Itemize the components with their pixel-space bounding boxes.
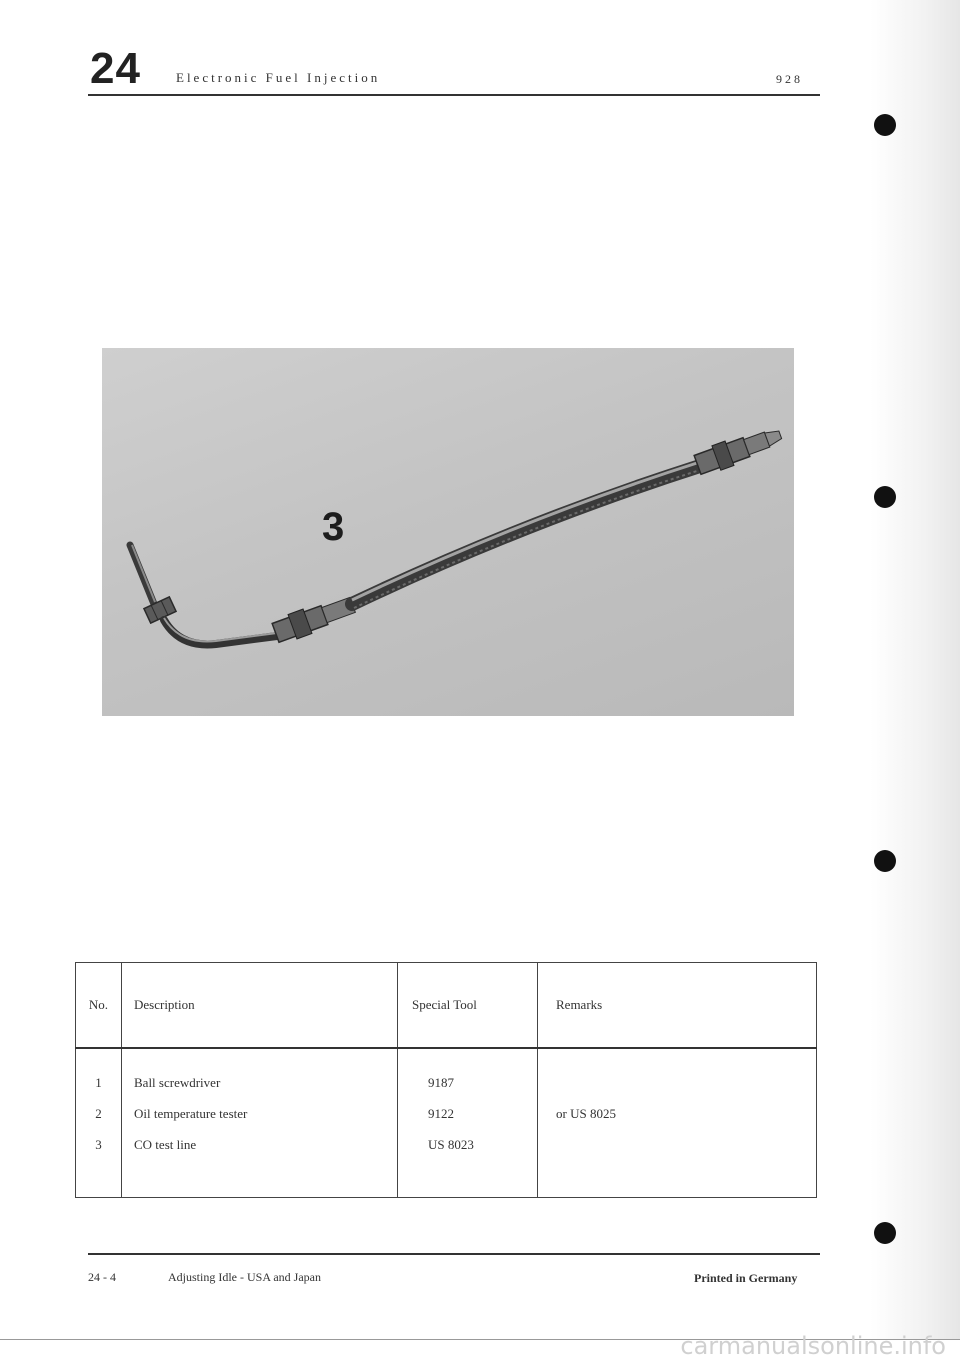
lock-nut xyxy=(144,597,176,623)
probe-tip xyxy=(130,545,154,604)
binder-hole xyxy=(874,1222,896,1244)
special-tools-table xyxy=(75,962,817,1198)
section-title: Electronic Fuel Injection xyxy=(176,70,381,85)
fitting-left xyxy=(271,593,357,645)
model-number: 928 xyxy=(776,72,803,86)
page-edge-shadow xyxy=(870,0,960,1364)
row-1-remarks xyxy=(538,1067,816,1098)
row-1-no: 1 xyxy=(95,1075,102,1090)
column-special-tool xyxy=(398,1048,538,1198)
row-3-no: 3 xyxy=(95,1137,102,1152)
printed-in-note: Printed in Germany xyxy=(694,1271,798,1285)
table-header-row xyxy=(76,963,817,1049)
binder-hole xyxy=(874,114,896,136)
header-remarks: Remarks xyxy=(538,963,817,1049)
row-2-remarks: or US 8025 xyxy=(556,1106,616,1121)
row-3-special-tool: US 8023 xyxy=(428,1137,474,1152)
fitting-right xyxy=(693,423,785,478)
watermark: carmanualsonline.info xyxy=(680,1332,946,1360)
page-number: 24 - 4 xyxy=(88,1270,116,1284)
header-description: Description xyxy=(122,963,398,1049)
row-1-special-tool: 9187 xyxy=(428,1075,454,1090)
footer-rule xyxy=(88,1253,820,1255)
column-description xyxy=(122,1048,398,1198)
table-body xyxy=(76,1048,817,1198)
footer-section-title: Adjusting Idle - USA and Japan xyxy=(168,1270,321,1284)
binder-hole xyxy=(874,850,896,872)
header-rule xyxy=(88,94,820,96)
binder-hole xyxy=(874,486,896,508)
row-3-description: CO test line xyxy=(134,1137,197,1152)
header-no: No. xyxy=(76,963,122,1049)
section-number: 24 xyxy=(90,44,141,93)
co-test-line-photo xyxy=(102,348,794,716)
row-3-remarks xyxy=(538,1129,816,1160)
row-2-no: 2 xyxy=(95,1106,102,1121)
figure-callout-number: 3 xyxy=(322,505,345,549)
column-no xyxy=(76,1048,122,1198)
co-test-line-illustration xyxy=(102,348,794,716)
header-special-tool: Special Tool xyxy=(398,963,538,1049)
row-2-description: Oil temperature tester xyxy=(134,1106,248,1121)
row-2-special-tool: 9122 xyxy=(428,1106,454,1121)
row-1-description: Ball screwdriver xyxy=(134,1075,221,1090)
column-remarks xyxy=(538,1048,817,1198)
